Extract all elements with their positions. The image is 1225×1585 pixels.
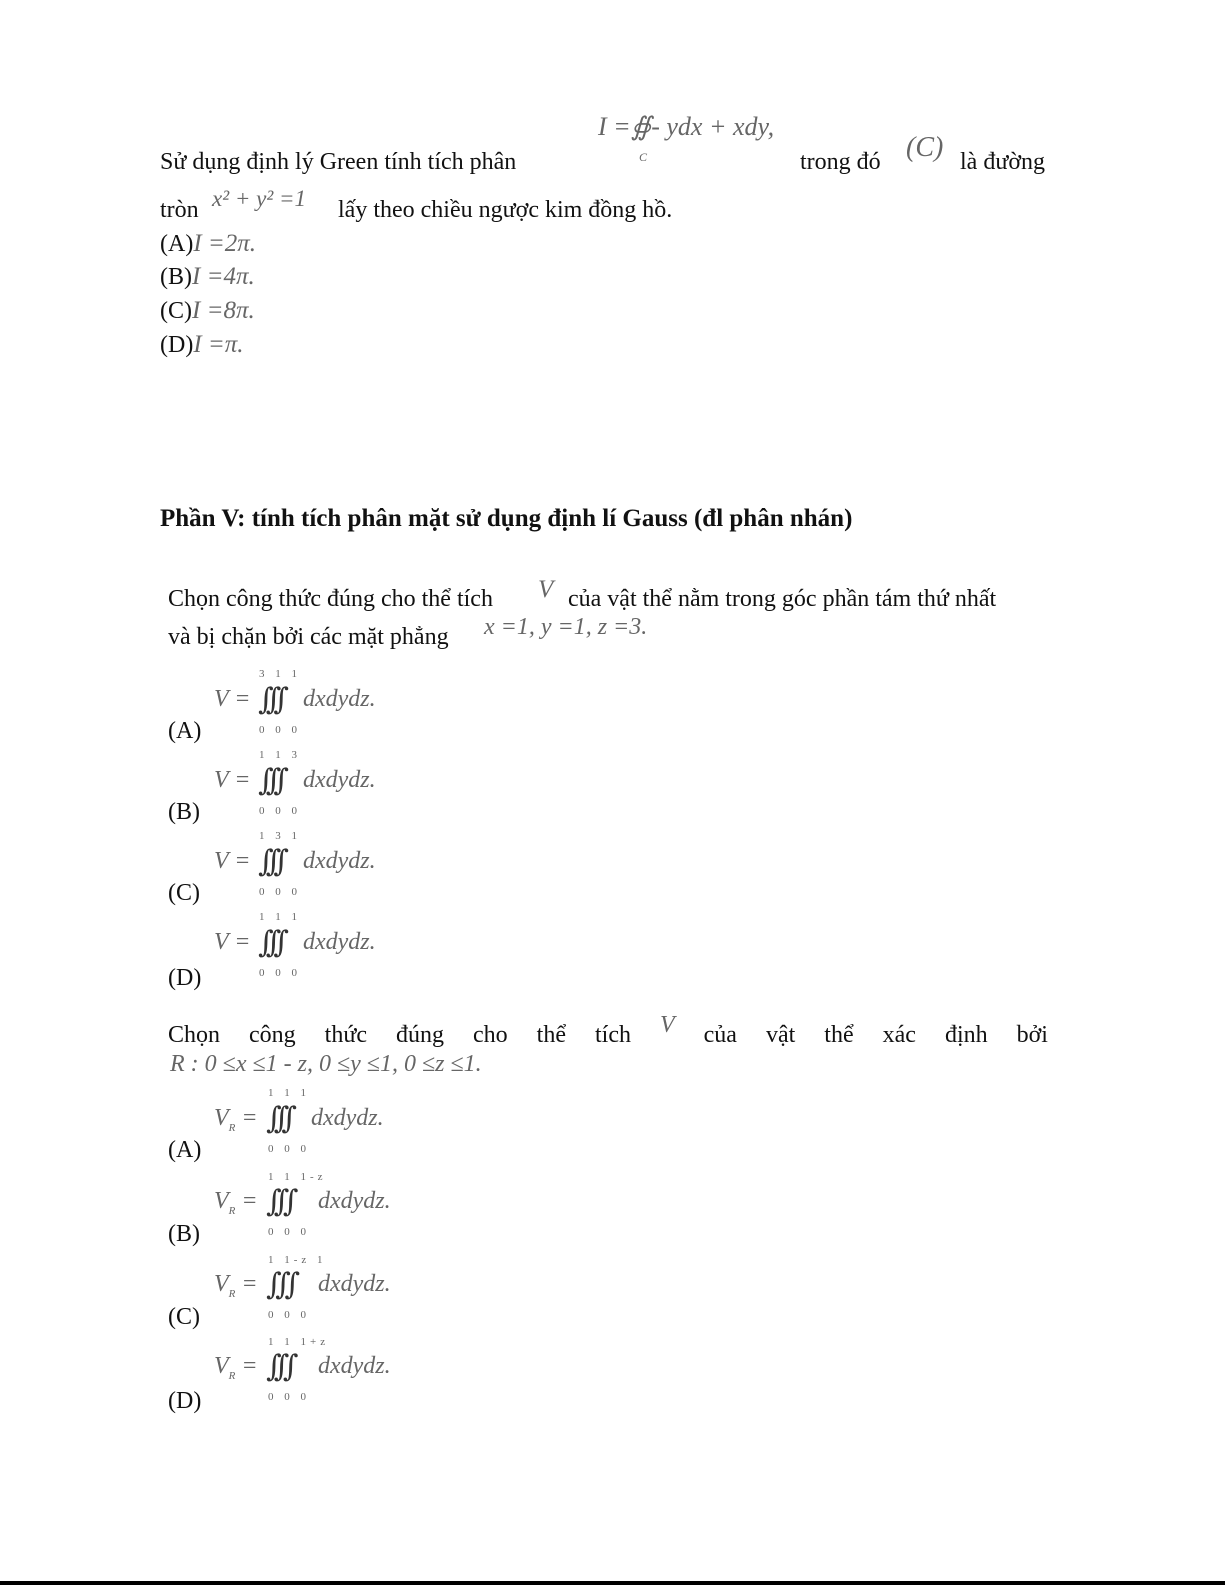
triple-integral-icon: ∫∫∫ xyxy=(258,844,281,879)
q3-option-c-differential: dxdydz. xyxy=(318,1271,391,1297)
q3-volume-symbol: V xyxy=(659,1012,675,1038)
q2-option-c-differential: dxdydz. xyxy=(303,848,376,874)
q2-option-b-upper-limits: 1 1 3 xyxy=(259,749,301,761)
q3-option-b-lower-limits: 0 0 0 xyxy=(268,1226,310,1238)
q3-option-c-upper-limits: 1 1-z 1 xyxy=(268,1254,327,1266)
q2-option-a-label: (A) xyxy=(168,718,202,744)
region-subscript: R xyxy=(228,1204,236,1217)
q2-option-a-differential: dxdydz. xyxy=(303,686,376,712)
q3-word: tích xyxy=(594,1022,631,1048)
q1-formula-text: I =∯- ydx + xdy, xyxy=(598,112,775,141)
q1-curve-name: (C) xyxy=(906,132,944,163)
q3-option-d-label: (D) xyxy=(168,1388,202,1414)
q2-option-c-label: (C) xyxy=(168,880,200,906)
q3-option-c-lhs xyxy=(214,1271,258,1300)
q2-line2-text: và bị chặn bởi các mặt phẳng xyxy=(168,624,449,650)
q2-option-d-differential: dxdydz. xyxy=(303,929,376,955)
q3-option-d-upper-limits: 1 1 1+z xyxy=(268,1336,330,1348)
page-bottom-border xyxy=(0,1581,1225,1585)
q2-option-d-label: (D) xyxy=(168,965,202,991)
q3-option-b-differential: dxdydz. xyxy=(318,1188,391,1214)
q2-option-d-upper-limits: 1 1 1 xyxy=(259,911,301,923)
q3-region: R : 0 ≤x ≤1 - z, 0 ≤y ≤1, 0 ≤z ≤1. xyxy=(170,1051,482,1077)
q2-option-b-differential: dxdydz. xyxy=(303,767,376,793)
equals-sign: = xyxy=(241,1105,258,1131)
q3-word: xác xyxy=(882,1022,916,1048)
q1-line2-text-b: lấy theo chiều ngược kim đồng hồ. xyxy=(338,197,673,223)
q3-option-a-lhs xyxy=(214,1105,258,1134)
q2-line1-text-b: của vật thể nằm trong góc phần tám thứ nhất xyxy=(568,586,997,612)
option-math: I =8π. xyxy=(192,297,255,324)
q3-option-b-upper-limits: 1 1 1-z xyxy=(268,1171,327,1183)
q3-word: thể xyxy=(824,1022,854,1048)
q2-option-c-lower-limits: 0 0 0 xyxy=(259,886,301,898)
q3-option-d-differential: dxdydz. xyxy=(318,1353,391,1379)
q2-option-d-lower-limits: 0 0 0 xyxy=(259,967,301,979)
triple-integral-icon: ∫∫ ∫ xyxy=(266,1184,291,1219)
q2-line1-text: Chọn công thức đúng cho thể tích xyxy=(168,586,493,612)
q3-option-b-label: (B) xyxy=(168,1221,200,1247)
q1-formula xyxy=(598,112,774,142)
option-label: (B) xyxy=(160,264,192,290)
q2-volume-symbol: V xyxy=(538,576,554,603)
q2-option-c-upper-limits: 1 3 1 xyxy=(259,830,301,842)
option-label: (A) xyxy=(160,231,194,257)
q1-line1-text-b: trong đó xyxy=(800,149,881,175)
q2-option-a-upper-limits: 3 1 1 xyxy=(259,668,301,680)
option-math: I =π. xyxy=(193,331,244,358)
q1-formula-subscript: C xyxy=(639,150,648,164)
option-math: I =4π. xyxy=(192,263,255,290)
q2-option-a-lhs: V = xyxy=(214,686,251,712)
volume-symbol: V xyxy=(214,1271,229,1297)
volume-symbol: V xyxy=(214,1188,229,1214)
q3-option-a-upper-limits: 1 1 1 xyxy=(268,1087,310,1099)
equals-sign: = xyxy=(241,1271,258,1297)
q1-line1-text: Sử dụng định lý Green tính tích phân xyxy=(160,149,517,175)
triple-integral-icon: ∫∫ ∫ xyxy=(266,1349,291,1384)
section-title: Phần V: tính tích phân mặt sử dụng định lí Gauss (đl phân nhán) xyxy=(160,505,853,532)
q3-option-d-lower-limits: 0 0 0 xyxy=(268,1391,310,1403)
q2-option-b-lower-limits: 0 0 0 xyxy=(259,805,301,817)
region-subscript: R xyxy=(228,1121,236,1134)
q2-option-d-lhs: V = xyxy=(214,929,251,955)
q3-word: thể xyxy=(536,1022,566,1048)
volume-symbol: V xyxy=(214,1105,229,1131)
q2-option-b-lhs: V = xyxy=(214,767,251,793)
q1-line1-text-d: là đường xyxy=(960,149,1046,175)
q3-word: công xyxy=(249,1022,296,1048)
q3-word: cho xyxy=(473,1022,508,1048)
q3-word: Chọn xyxy=(168,1022,221,1048)
q1-circle-eq: x² + y² =1 xyxy=(212,186,306,211)
region-subscript: R xyxy=(228,1369,236,1382)
q2-option-c-lhs: V = xyxy=(214,848,251,874)
option-math: I =2π. xyxy=(193,230,257,257)
q3-option-b-lhs xyxy=(214,1188,258,1217)
q1-line2-text: tròn xyxy=(160,197,199,223)
triple-integral-icon: ∫∫∫ xyxy=(258,763,281,798)
option-label: (D) xyxy=(160,332,194,358)
q3-option-a-differential: dxdydz. xyxy=(311,1105,384,1131)
q3-option-a-lower-limits: 0 0 0 xyxy=(268,1143,310,1155)
q3-option-a-label: (A) xyxy=(168,1137,202,1163)
q1-option-c xyxy=(160,297,255,325)
q3-word: thức xyxy=(324,1022,367,1048)
q3-word: của xyxy=(703,1022,737,1048)
volume-symbol: V xyxy=(214,1353,229,1379)
q3-word: đúng xyxy=(396,1022,444,1048)
equals-sign: = xyxy=(241,1353,258,1379)
q2-option-b-label: (B) xyxy=(168,799,200,825)
region-subscript: R xyxy=(228,1287,236,1300)
q3-option-c-label: (C) xyxy=(168,1304,200,1330)
triple-integral-icon: ∫∫∫ xyxy=(266,1101,289,1136)
q3-word: định xyxy=(944,1022,988,1048)
q1-option-d xyxy=(160,331,244,359)
triple-integral-icon: ∫∫∫ xyxy=(258,682,281,717)
option-label: (C) xyxy=(160,298,192,324)
triple-integral-icon: ∫∫∫ xyxy=(258,925,281,960)
q3-word: bởi xyxy=(1016,1022,1048,1048)
q2-option-a-lower-limits: 0 0 0 xyxy=(259,724,301,736)
triple-integral-icon: ∫ ∫ ∫ xyxy=(266,1267,292,1302)
q3-word: vật xyxy=(765,1022,796,1048)
q1-option-a xyxy=(160,230,256,258)
q3-line1 xyxy=(168,1012,1048,1049)
q3-option-c-lower-limits: 0 0 0 xyxy=(268,1309,310,1321)
q2-planes: x =1, y =1, z =3. xyxy=(484,614,648,640)
q1-option-b xyxy=(160,263,255,291)
q3-option-d-lhs xyxy=(214,1353,258,1382)
equals-sign: = xyxy=(241,1188,258,1214)
